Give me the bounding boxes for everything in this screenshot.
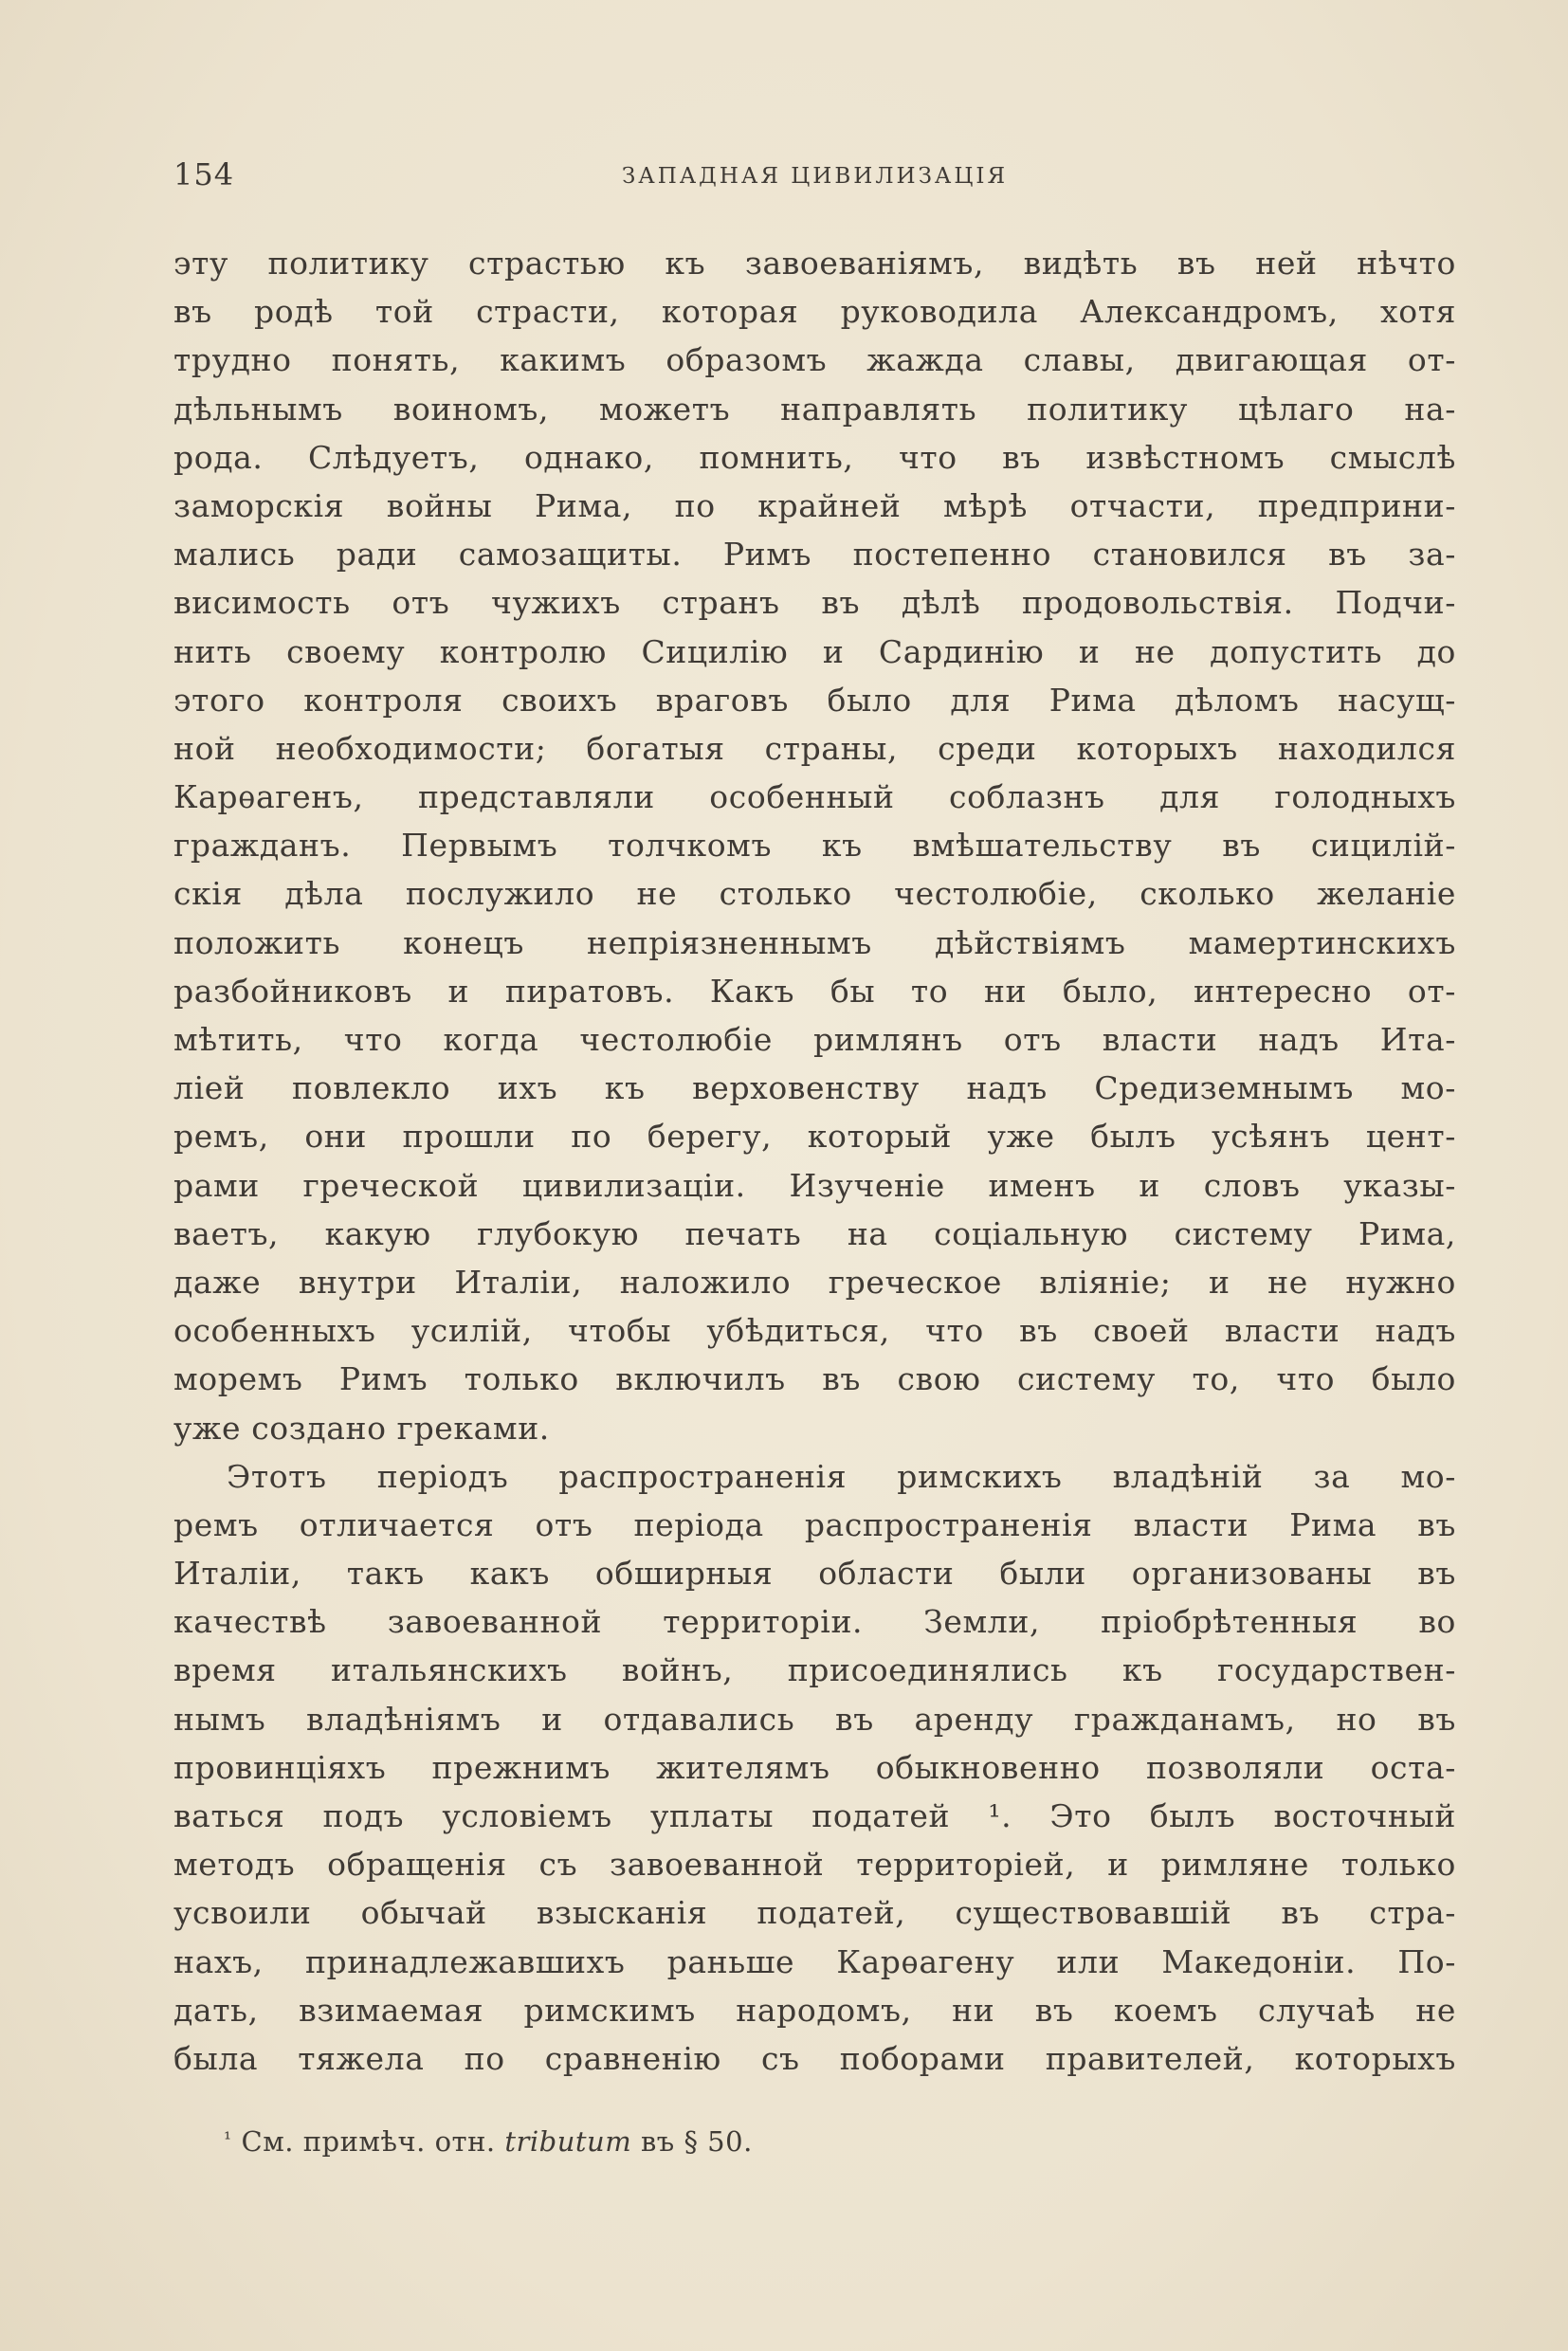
footnote-text-end: въ § 50. [640, 2125, 753, 2158]
footnote-marker: ¹ [224, 2127, 232, 2150]
text-line: рода. Слѣдуетъ, однако, помнить, что въ извѣстномъ смыслѣ [173, 438, 1456, 476]
text-line: ваетъ, какую глубокую печать на соціальную систему Рима, [173, 1214, 1456, 1252]
text-line: этого контроля своихъ враговъ было для Рима дѣломъ насущ- [173, 681, 1456, 719]
text-line: ной необходимости; богатыя страны, среди которыхъ находился [173, 729, 1456, 767]
text-line: ремъ отличается отъ періода распространенія власти Рима въ [173, 1505, 1456, 1543]
text-line: скія дѣла послужило не столько честолюбіе, сколько желаніе [173, 875, 1456, 913]
text-line: время итальянскихъ войнъ, присоединялись къ государствен- [173, 1651, 1456, 1689]
text-line: ліей повлекло ихъ къ верховенству надъ Средиземнымъ мо- [173, 1069, 1456, 1107]
text-line: Этотъ періодъ распространенія римскихъ владѣній за мо- [227, 1457, 1456, 1495]
text-line: мѣтить, что когда честолюбіе римлянъ отъ власти надъ Ита- [173, 1021, 1456, 1058]
text-line: нымъ владѣніямъ и отдавались въ аренду гражданамъ, но въ [173, 1700, 1456, 1738]
text-line: дѣльнымъ воиномъ, можетъ направлять политику цѣлаго на- [173, 390, 1456, 428]
text-line: усвоили обычай взысканія податей, существовавшій въ стра- [173, 1894, 1456, 1932]
text-line: даже внутри Италіи, наложило греческое вліяніе; и не нужно [173, 1263, 1456, 1301]
text-line: гражданъ. Первымъ толчкомъ къ вмѣшательству въ сицилій- [173, 827, 1456, 865]
text-line: особенныхъ усилій, чтобы убѣдиться, что въ своей власти надъ [173, 1312, 1456, 1350]
body-text [173, 239, 1456, 2083]
text-line: дать, взимаемая римскимъ народомъ, ни въ коемъ случаѣ не [173, 1991, 1456, 2029]
text-line: положить конецъ непріязненнымъ дѣйствіямъ мамертинскихъ [173, 923, 1456, 961]
running-head [173, 152, 1456, 197]
text-line: методъ обращенія съ завоеванной территоріей, и римляне только [173, 1846, 1456, 1884]
text-line: ваться подъ условіемъ уплаты податей ¹. Это былъ восточный [173, 1797, 1456, 1834]
text-line: мались ради самозащиты. Римъ постепенно становился въ за- [173, 536, 1456, 574]
text-line: въ родѣ той страсти, которая руководила Александромъ, хотя [173, 293, 1456, 331]
text-line: нить своему контролю Сицилію и Сардинію и не допустить до [173, 632, 1456, 670]
text-line: моремъ Римъ только включилъ въ свою систему то, что было [173, 1360, 1456, 1398]
text-line: качествѣ завоеванной территоріи. Земли, пріобрѣтенныя во [173, 1603, 1456, 1641]
text-line: Италіи, такъ какъ обширныя области были организованы въ [173, 1555, 1456, 1593]
text-line: эту политику страстью къ завоеваніямъ, видѣть въ ней нѣчто [173, 245, 1456, 282]
page-number: 154 [173, 156, 235, 192]
text-line: уже создано греками. [173, 1409, 550, 1447]
text-line: рами греческой цивилизаціи. Изученіе именъ и словъ указы- [173, 1166, 1456, 1204]
footnote-text: См. примѣч. отн. [241, 2125, 496, 2158]
text-line: ремъ, они прошли по берегу, который уже былъ усѣянъ цент- [173, 1118, 1456, 1156]
text-line: нахъ, принадлежавшихъ раньше Карѳагену или Македоніи. По- [173, 1942, 1456, 1980]
text-line: провинціяхъ прежнимъ жителямъ обыкновенно позволяли оста- [173, 1748, 1456, 1786]
text-line: разбойниковъ и пиратовъ. Какъ бы то ни было, интересно от- [173, 972, 1456, 1010]
text-line: заморскія войны Рима, по крайней мѣрѣ отчасти, предприни- [173, 486, 1456, 524]
footnote [224, 2118, 753, 2162]
running-title: ЗАПАДНАЯ ЦИВИЛИЗАЦІЯ [621, 164, 1009, 189]
text-line: висимость отъ чужихъ странъ въ дѣлѣ продовольствія. Подчи- [173, 584, 1456, 622]
text-line: Карѳагенъ, представляли особенный соблазнъ для голодныхъ [173, 778, 1456, 816]
text-line: трудно понять, какимъ образомъ жажда славы, двигающая от- [173, 341, 1456, 379]
footnote-italic-term: tributum [504, 2125, 632, 2158]
text-line: была тяжела по сравненію съ поборами правителей, которыхъ [173, 2039, 1456, 2077]
